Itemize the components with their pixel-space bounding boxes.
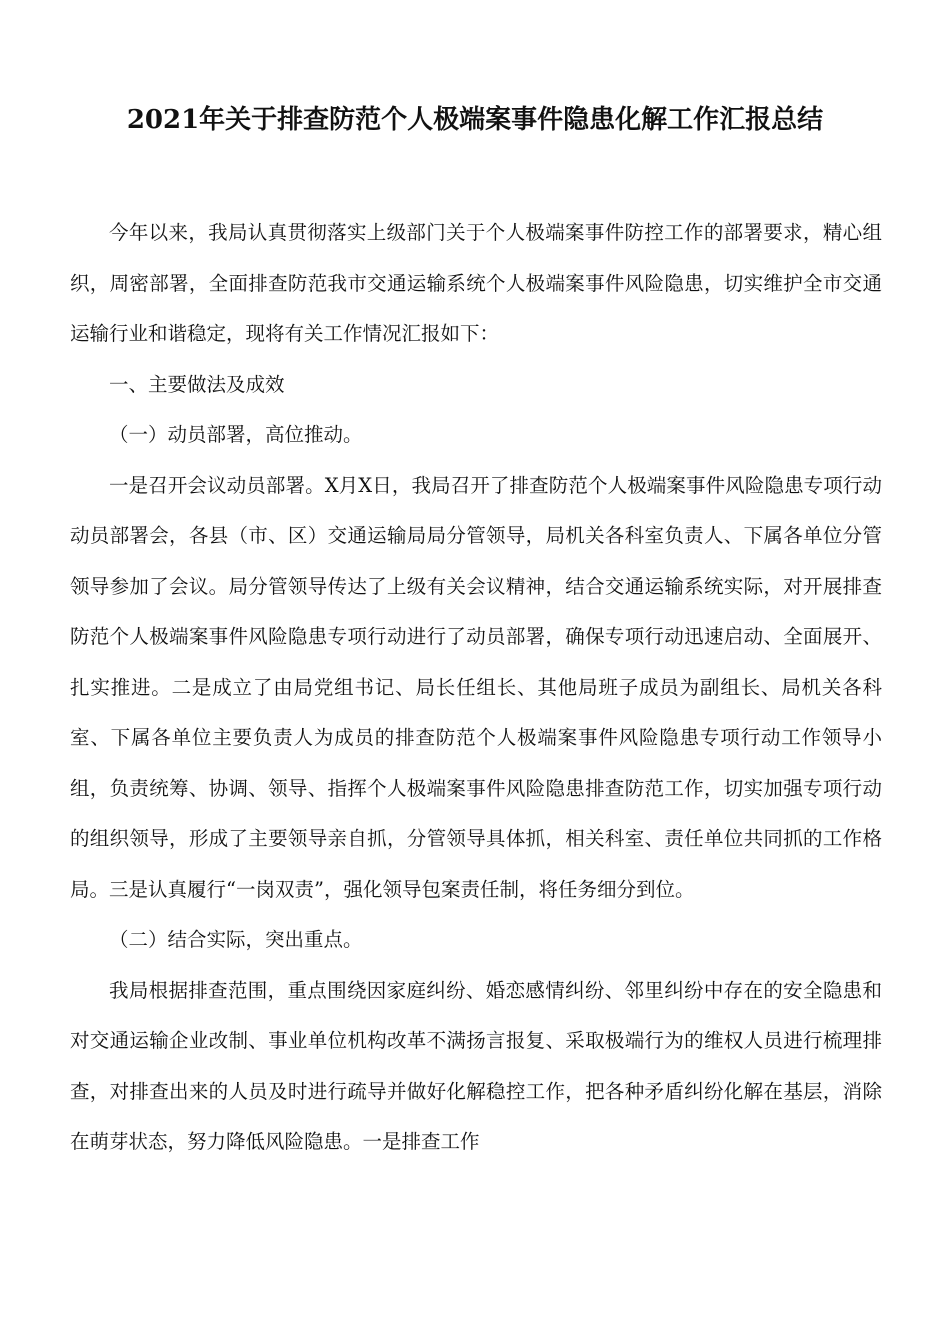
paragraph-focus: 我局根据排查范围，重点围绕因家庭纠纷、婚恋感情纠纷、邻里纠纷中存在的安全隐患和对交通运输企业改制、事业单位机构改革不满扬言报复、采取极端行为的维权人员进行梳理排查，对排查出来的人员及时进行疏导并做好化解稳控工作，把各种矛盾纠纷化解在基层，消除在萌芽状态，努力降低风险隐患。一是排查工作 [70,978,882,1153]
document-title: 2021年关于排查防范个人极端案事件隐患化解工作汇报总结 [126,105,824,135]
subsection-heading-focus: （二）结合实际，突出重点。 [109,928,363,951]
section-heading-main-practices: 一、主要做法及成效 [109,372,285,396]
subsection-heading-mobilization: （一）动员部署，高位推动。 [109,423,363,446]
paragraph-intro: 今年以来，我局认真贯彻落实上级部门关于个人极端案事件防控工作的部署要求，精心组织，周密部署，全面排查防范我市交通运输系统个人极端案事件风险隐患，切实维护全市交通运输行业和谐稳定，现将有关工作情况汇报如下： [70,221,882,345]
document-body [70,208,882,1168]
paragraph-mobilization: 一是召开会议动员部署。X月X日，我局召开了排查防范个人极端案事件风险隐患专项行动动员部署会，各县（市、区）交通运输局局分管领导，局机关各科室负责人、下属各单位分管领导参加了会议。局分管领导传达了上级有关会议精神，结合交通运输系统实际，对开展排查防范个人极端案事件风险隐患专项行动进行了动员部署，确保专项行动迅速启动、全面展开、扎实推进。二是成立了由局党组书记、局长任组长、其他局班子成员为副组长、局机关各科室、下属各单位主要负责人为成员的排查防范个人极端案事件风险隐患专项行动工作领导小组，负责统筹、协调、领导、指挥个人极端案事件风险隐患排查防范工作，切实加强专项行动的组织领导，形成了主要领导亲自抓，分管领导具体抓，相关科室、责任单位共同抓的工作格局。三是认真履行“一岗双责”，强化领导包案责任制，将任务细分到位。 [70,473,882,901]
